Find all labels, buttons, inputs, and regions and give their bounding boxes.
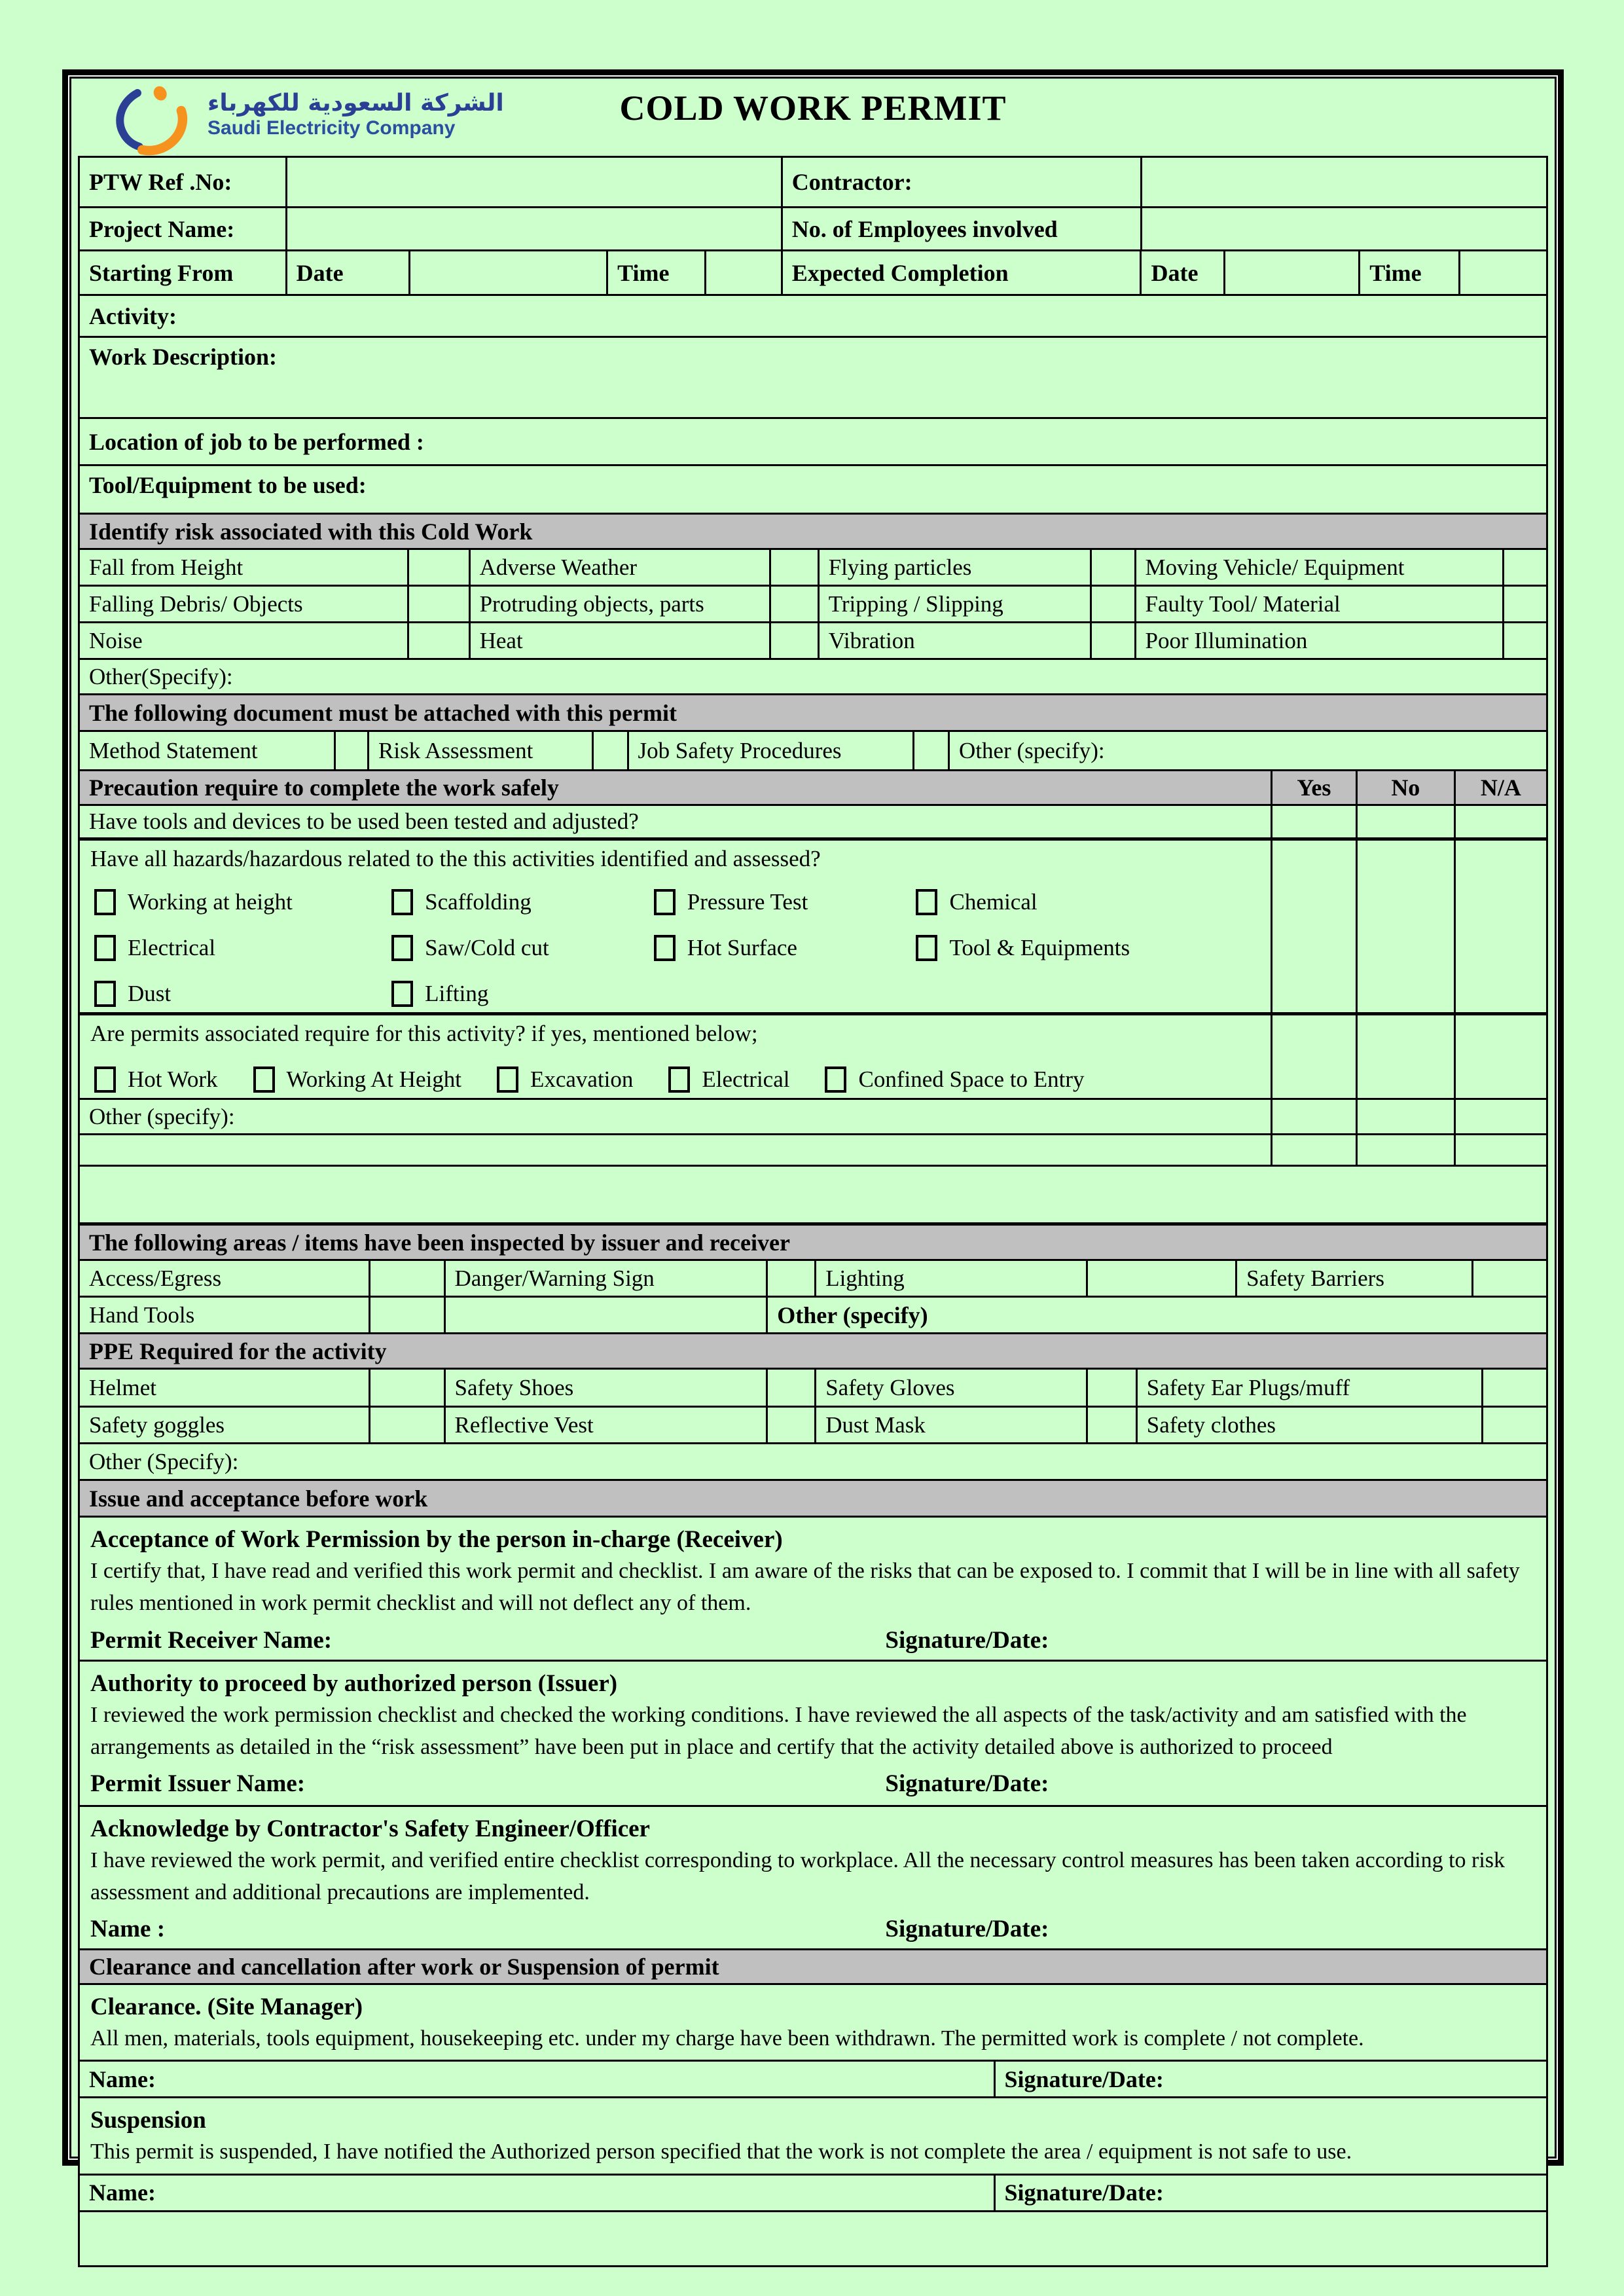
end-time-label: Time [1358,251,1458,294]
hazard-option-label: Tool & Equipments [949,935,1130,960]
acceptance-signature-line [90,1626,1536,1654]
ppe-other-row [80,1442,1546,1479]
ptw-ref-value-cell[interactable] [285,158,781,206]
precaution-tools-question: Have tools and devices to be used been tested and adjusted? [89,809,639,834]
project-name-label: Project Name: [89,215,235,242]
inspection-item-label: Access/Egress [89,1265,222,1291]
risk-item-label: Moving Vehicle/ Equipment [1134,550,1502,585]
other-yes-cell[interactable] [1271,1100,1356,1133]
ppe-row-2 [80,1406,1546,1442]
documents-row [80,730,1546,769]
suspension-name-cell[interactable] [80,2176,994,2210]
ppe-item-label: Helmet [89,1374,157,1400]
inspection-row-2 [80,1296,1546,1332]
contractor-value-cell[interactable] [1140,158,1547,206]
authority-block [80,1660,1546,1805]
hazards-na-cell[interactable] [1454,841,1546,1012]
acknowledge-heading: Acknowledge by Contractor's Safety Engineer/Officer [90,1815,650,1842]
authority-cell [80,1662,1546,1805]
inspection-item-label: Danger/Warning Sign [444,1261,767,1296]
location-cell[interactable] [80,419,1546,464]
moving-vehicle-checkbox-cell[interactable] [1502,550,1546,585]
risk-item-label: Heat [469,623,769,658]
blank-yes-cell[interactable] [1271,1135,1356,1165]
yes-column-header: Yes [1271,771,1356,804]
sec-logo-arabic-name: الشركة السعودية للكهرباء [208,90,504,117]
activity-label: Activity: [89,302,177,329]
start-date-label: Date [285,251,408,294]
issue-section-header [80,1479,1546,1516]
na-column-header: N/A [1454,771,1546,804]
risk-item-label: Fall from Height [89,554,244,580]
precaution-section-title: Precaution require to complete the work safely [89,774,559,801]
safety-goggles-checkbox-cell[interactable] [369,1408,443,1442]
start-time-label: Time [606,251,704,294]
faulty-tool-checkbox-cell[interactable] [1502,587,1546,621]
precaution-other-label: Other (specify): [89,1103,235,1129]
document-item-label: Risk Assessment [367,732,592,769]
ppe-section-header [80,1332,1546,1368]
helmet-checkbox-cell[interactable] [369,1370,443,1406]
hazards-question-cell [80,841,1271,1012]
expected-completion-label: Expected Completion [781,251,1140,294]
hazard-option-label: Scaffolding [425,889,532,915]
risk-item-label: Flying particles [818,550,1091,585]
sec-logo-english-name: Saudi Electricity Company [208,117,456,139]
working-at-height-permit-checkbox[interactable] [253,1066,275,1093]
acknowledge-body-text: I have reviewed the work permit, and verified entire checklist corresponding to workplace. All the necessary control measures has been taken according to risk assessment and additional precautions are implemented. [90,1848,1506,1904]
hazard-option [916,935,1259,961]
poor-illumination-checkbox-cell[interactable] [1502,623,1546,658]
risk-item-label: Adverse Weather [469,550,769,585]
hazard-option [94,981,391,1007]
hazard-option-label: Hot Surface [687,935,797,960]
hot-surface-checkbox[interactable] [654,935,676,961]
protruding-objects-checkbox-cell[interactable] [769,587,818,621]
documents-other-label: Other (specify): [959,737,1105,763]
clearance-cell [80,1985,1546,2060]
risk-item-label: Falling Debris/ Objects [89,591,303,617]
spacer-cell[interactable] [80,1167,1546,1222]
hazards-question: Have all hazards/hazardous related to the this activities identified and assessed? [90,846,821,871]
hazard-option [94,889,391,915]
permits-no-cell[interactable] [1356,1015,1454,1098]
clearance-name-row [80,2060,1546,2096]
bottom-blank-row [80,2210,1546,2265]
tools-tested-na-cell[interactable] [1454,806,1546,837]
row-activity [80,294,1546,336]
job-safety-procedures-checkbox-cell[interactable] [912,732,948,769]
documents-section-header [80,693,1546,730]
end-date-value-cell[interactable] [1223,251,1358,294]
clearance-signature-label: Signature/Date: [1004,2066,1164,2092]
ppe-item-label: Reflective Vest [444,1408,767,1442]
issuer-signature-label[interactable]: Signature/Date: [885,1770,1049,1798]
acknowledge-cell [80,1807,1546,1949]
ptw-ref-label: PTW Ref .No: [89,169,232,195]
suspension-block [80,2096,1546,2173]
issue-section-title: Issue and acceptance before work [89,1485,428,1512]
fall-from-height-checkbox-cell[interactable] [407,550,469,585]
electrical-hazard-checkbox[interactable] [94,935,116,961]
ppe-item-label: Safety goggles [89,1412,225,1438]
risk-row-3 [80,621,1546,658]
inspection-other-cell[interactable] [766,1298,1546,1332]
ppe-other-label: Other (Specify): [89,1448,239,1474]
suspension-signature-label: Signature/Date: [1004,2179,1164,2206]
row-location [80,417,1546,464]
risk-other-row [80,658,1546,693]
risk-item-label: Tripping / Slipping [818,587,1091,621]
tools-tested-no-cell[interactable] [1356,806,1454,837]
noise-checkbox-cell[interactable] [407,623,469,658]
chemical-checkbox[interactable] [916,889,937,915]
clearance-name-cell[interactable] [80,2062,994,2096]
clearance-signature-cell[interactable] [994,2062,1546,2096]
permits-yes-cell[interactable] [1271,1015,1356,1098]
acknowledge-signature-line [90,1915,1536,1943]
ppe-row-1 [80,1368,1546,1406]
clearance-name-label: Name: [89,2066,156,2092]
tripping-slipping-checkbox-cell[interactable] [1090,587,1134,621]
excavation-checkbox[interactable] [497,1066,518,1093]
hazard-option [654,889,916,915]
ppe-item-label: Safety Ear Plugs/muff [1136,1370,1482,1406]
authority-signature-line [90,1770,1536,1798]
working-at-height-checkbox[interactable] [94,889,116,915]
risk-item-label: Protruding objects, parts [469,587,769,621]
hazards-no-cell[interactable] [1356,841,1454,1012]
receiver-signature-label[interactable]: Signature/Date: [885,1626,1049,1654]
ppe-item-label: Safety Shoes [444,1370,767,1406]
lifting-checkbox[interactable] [391,981,413,1007]
permit-option [825,1066,1084,1093]
risk-row-1 [80,548,1546,585]
ppe-item-label: Safety Gloves [814,1370,1085,1406]
employees-value-cell[interactable] [1140,208,1547,249]
hazard-option-label: Saw/Cold cut [425,935,549,960]
document-item-label: Method Statement [89,737,258,763]
reflective-vest-checkbox-cell[interactable] [766,1408,814,1442]
risk-item-label: Poor Illumination [1134,623,1502,658]
precaution-other-row [80,1098,1546,1133]
permit-option [497,1066,633,1093]
acknowledge-name-label[interactable]: Name : [90,1916,166,1943]
location-label: Location of job to be performed : [89,428,424,455]
associated-permits-row [80,1012,1546,1098]
suspension-signature-cell[interactable] [994,2176,1546,2210]
hazard-option-label: Dust [128,981,171,1006]
hazard-options-grid [90,889,1260,1007]
tools-label: Tool/Equipment to be used: [89,472,367,498]
receiver-name-label[interactable]: Permit Receiver Name: [90,1626,333,1654]
inspection-empty-cell[interactable] [444,1298,767,1332]
end-time-value-cell[interactable] [1458,251,1546,294]
row-project-employees [80,206,1546,249]
inspection-row-1 [80,1259,1546,1296]
acknowledge-block [80,1805,1546,1949]
hazard-option [94,935,391,961]
associated-permits-question: Are permits associated require for this activity? if yes, mentioned below; [90,1021,758,1046]
hazard-option-label: Chemical [949,889,1038,915]
authority-heading: Authority to proceed by authorized person (Issuer) [90,1669,618,1697]
inspection-item-label: Safety Barriers [1235,1261,1471,1296]
document-item-label: Job Safety Procedures [627,732,913,769]
scaffolding-checkbox[interactable] [391,889,413,915]
row-tools [80,464,1546,513]
acceptance-block [80,1516,1546,1660]
contractor-label: Contractor: [781,158,1140,206]
suspension-body-text: This permit is suspended, I have notified the Authorized person specified that the work is not complete the area / equipment is not safe to use. [90,2140,1352,2164]
form-border-frame [62,69,1564,2206]
flying-particles-checkbox-cell[interactable] [1090,550,1134,585]
inspection-section-header [80,1222,1546,1259]
clearance-section-header [80,1948,1546,1983]
permit-form-table [78,156,1548,2267]
acceptance-cell [80,1518,1546,1660]
permit-option [253,1066,461,1093]
hazard-option-label: Pressure Test [687,889,808,915]
start-time-value-cell[interactable] [704,251,780,294]
risk-row-2 [80,585,1546,621]
dust-checkbox[interactable] [94,981,116,1007]
hazards-yes-cell[interactable] [1271,841,1356,1012]
permit-option [668,1066,789,1093]
hazard-option [391,935,654,961]
starting-from-label: Starting From [89,259,234,286]
hazard-option [391,981,654,1007]
suspension-name-label: Name: [89,2179,156,2206]
tools-tested-yes-cell[interactable] [1271,806,1356,837]
inspection-section-title: The following areas / items have been inspected by issuer and receiver [89,1229,790,1256]
blank-question-cell[interactable] [80,1135,1271,1165]
acceptance-heading: Acceptance of Work Permission by the person in-charge (Receiver) [90,1526,783,1553]
risk-item-label: Vibration [818,623,1091,658]
saw-cold-cut-checkbox[interactable] [391,935,413,961]
ppe-section-title: PPE Required for the activity [89,1338,387,1364]
hazard-option-label: Lifting [425,981,489,1006]
hazard-option-label: Working at height [128,889,293,915]
clearance-section-title: Clearance and cancellation after work or Suspension of permit [89,1954,719,1980]
blank-na-cell[interactable] [1454,1135,1546,1165]
precaution-hazards-row [80,837,1546,1012]
ppe-item-label: Safety clothes [1136,1408,1482,1442]
pressure-test-checkbox[interactable] [654,889,676,915]
dust-mask-checkbox-cell[interactable] [1086,1408,1136,1442]
safety-shoes-checkbox-cell[interactable] [766,1370,814,1406]
clearance-block [80,1983,1546,2060]
suspension-name-row [80,2174,1546,2210]
form-header [71,79,1555,156]
form-title: COLD WORK PERMIT [619,88,1007,128]
inspection-other-label: Other (specify) [777,1302,928,1328]
form-content-area [69,77,1557,2206]
row-work-description [80,336,1546,417]
permit-option-label: Working At Height [286,1066,461,1092]
row-start-completion [80,249,1546,294]
hazard-option [391,889,654,915]
safety-gloves-checkbox-cell[interactable] [1086,1370,1136,1406]
project-name-value-cell[interactable] [285,208,781,249]
work-description-cell[interactable] [80,338,1546,417]
spacer-row [80,1165,1546,1222]
heat-checkbox-cell[interactable] [769,623,818,658]
permit-options-line [90,1066,1260,1093]
confined-space-checkbox[interactable] [825,1066,846,1093]
clearance-heading: Clearance. (Site Manager) [90,1994,363,2021]
precaution-tools-question-row [80,804,1546,837]
risk-assessment-checkbox-cell[interactable] [592,732,627,769]
hand-tools-checkbox-cell[interactable] [369,1298,443,1332]
clearance-body-text: All men, materials, tools equipment, housekeeping etc. under my charge have been withdrawn. The permitted work is complete / not complete. [90,2026,1364,2051]
row-ptw-contractor [80,158,1546,206]
inspection-item-label: Lighting [814,1261,1085,1296]
start-date-value-cell[interactable] [408,251,606,294]
hazard-option [654,935,916,961]
lighting-checkbox-cell[interactable] [1086,1261,1235,1296]
acceptance-body-text: I certify that, I have read and verified this work permit and checklist. I am aware of the risks that can be exposed to. I commit that I will be in line with all safety rules mentioned in work permit checklist and will not deflect any of them. [90,1559,1520,1616]
safety-barriers-checkbox-cell[interactable] [1471,1261,1546,1296]
ppe-item-label: Dust Mask [814,1408,1085,1442]
ppe-other-cell[interactable] [80,1444,1546,1479]
vibration-checkbox-cell[interactable] [1090,623,1134,658]
documents-other-cell[interactable] [948,732,1546,769]
tools-cell[interactable] [80,466,1546,513]
no-column-header: No [1356,771,1454,804]
employees-label: No. of Employees involved [781,208,1140,249]
safety-clothes-checkbox-cell[interactable] [1481,1408,1546,1442]
permit-option-label: Electrical [702,1066,790,1092]
risk-section-title: Identify risk associated with this Cold Work [89,518,533,545]
blank-no-cell[interactable] [1356,1135,1454,1165]
authority-body-text: I reviewed the work permission checklist and checked the working conditions. I have reviewed the all aspects of the task/activity and am satisfied with the arrangements as detailed in the “risk assessment” have been put in place and certify that the activity detailed above is authorized to proceed [90,1702,1467,1759]
precaution-other-cell[interactable] [80,1100,1271,1133]
activity-label-cell[interactable] [80,296,1546,336]
risk-other-label: Other(Specify): [89,663,233,689]
tool-equipments-checkbox[interactable] [916,935,937,961]
access-egress-checkbox-cell[interactable] [369,1261,443,1296]
precaution-blank-row [80,1133,1546,1165]
suspension-heading: Suspension [90,2107,206,2134]
hazard-option-label: Electrical [128,935,216,960]
inspection-item-label: Hand Tools [89,1302,195,1328]
other-na-cell[interactable] [1454,1100,1546,1133]
associated-permits-cell [80,1015,1271,1098]
end-date-label: Date [1140,251,1223,294]
danger-warning-sign-checkbox-cell[interactable] [766,1261,814,1296]
falling-debris-checkbox-cell[interactable] [407,587,469,621]
other-no-cell[interactable] [1356,1100,1454,1133]
bottom-blank-cell[interactable] [80,2212,1546,2265]
documents-section-title: The following document must be attached with this permit [89,699,677,726]
acknowledge-signature-label[interactable]: Signature/Date: [885,1916,1049,1943]
hazard-option [916,889,1259,915]
precaution-section-header [80,769,1546,804]
ear-plugs-checkbox-cell[interactable] [1481,1370,1546,1406]
hot-work-checkbox[interactable] [94,1066,116,1093]
adverse-weather-checkbox-cell[interactable] [769,550,818,585]
risk-section-header [80,513,1546,548]
permit-option [94,1066,218,1093]
permit-option-label: Excavation [530,1066,634,1092]
suspension-cell [80,2098,1546,2173]
issuer-name-label[interactable]: Permit Issuer Name: [90,1770,306,1798]
permits-na-cell[interactable] [1454,1015,1546,1098]
permit-option-label: Hot Work [128,1066,218,1092]
risk-other-cell[interactable] [80,660,1546,693]
permit-option-label: Confined Space to Entry [858,1066,1085,1092]
electrical-permit-checkbox[interactable] [668,1066,690,1093]
risk-item-label: Noise [89,627,143,653]
method-statement-checkbox-cell[interactable] [334,732,368,769]
risk-item-label: Faulty Tool/ Material [1134,587,1502,621]
work-description-label: Work Description: [89,344,277,370]
